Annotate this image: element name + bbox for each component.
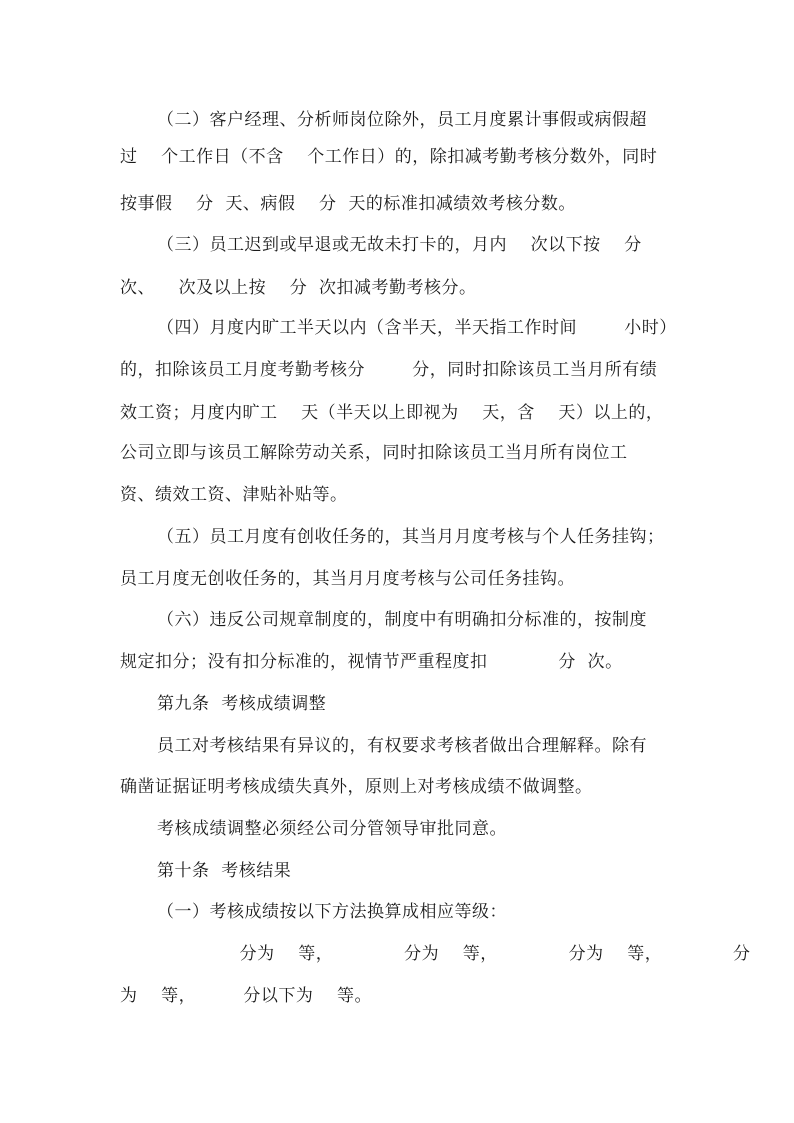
paragraph-line: 考核成绩调整必须经公司分管领导审批同意。	[157, 819, 507, 839]
section-heading: 第十条 考核结果	[157, 861, 292, 881]
paragraph-line: （五）员工月度有创收任务的，其当月月度考核与个人任务挂钩；	[157, 527, 665, 547]
paragraph-line: 按事假 分 天、病假 分 天的标准扣减绩效考核分数。	[120, 194, 576, 214]
paragraph-line: 规定扣分；没有扣分标准的，视情节严重程度扣 分 次。	[120, 652, 623, 672]
paragraph-line: 资、绩效工资、津贴补贴等。	[120, 485, 348, 505]
paragraph-line: 的，扣除该员工月度考勤考核分 分，同时扣除该员工当月所有绩	[120, 360, 658, 380]
paragraph-line: （六）违反公司规章制度的，制度中有明确扣分标准的，按制度	[157, 610, 647, 630]
paragraph-line: 效工资；月度内旷工 天（半天以上即视为 天，含 天）以上的，	[120, 403, 664, 423]
paragraph-line: （二）客户经理、分析师岗位除外，员工月度累计事假或病假超	[157, 110, 647, 130]
paragraph-line: 确凿证据证明考核成绩失真外，原则上对考核成绩不做调整。	[120, 777, 593, 797]
paragraph-line: 员工对考核结果有异议的，有权要求考核者做出合理解释。除有	[157, 736, 647, 756]
paragraph-line: （四）月度内旷工半天以内（含半天，半天指工作时间 小时）	[157, 318, 677, 338]
paragraph-line: 员工月度无创收任务的，其当月月度考核与公司任务挂钩。	[120, 569, 575, 589]
paragraph-line: （三）员工迟到或早退或无故未打卡的，月内 次以下按 分	[157, 235, 642, 255]
paragraph-line: 过 个工作日（不含 个工作日）的，除扣减考勤考核分数外，同时	[120, 147, 658, 167]
paragraph-line: 公司立即与该员工解除劳动关系，同时扣除该员工当月所有岗位工	[120, 443, 628, 463]
paragraph-line: 为 等， 分以下为 等。	[120, 986, 372, 1006]
paragraph-line: （一）考核成绩按以下方法换算成相应等级：	[157, 902, 507, 922]
section-heading: 第九条 考核成绩调整	[157, 694, 327, 714]
paragraph-line: 次、 次及以上按 分 次扣减考勤考核分。	[120, 278, 477, 298]
paragraph-line: 分为 等， 分为 等， 分为 等， 分	[157, 944, 751, 964]
